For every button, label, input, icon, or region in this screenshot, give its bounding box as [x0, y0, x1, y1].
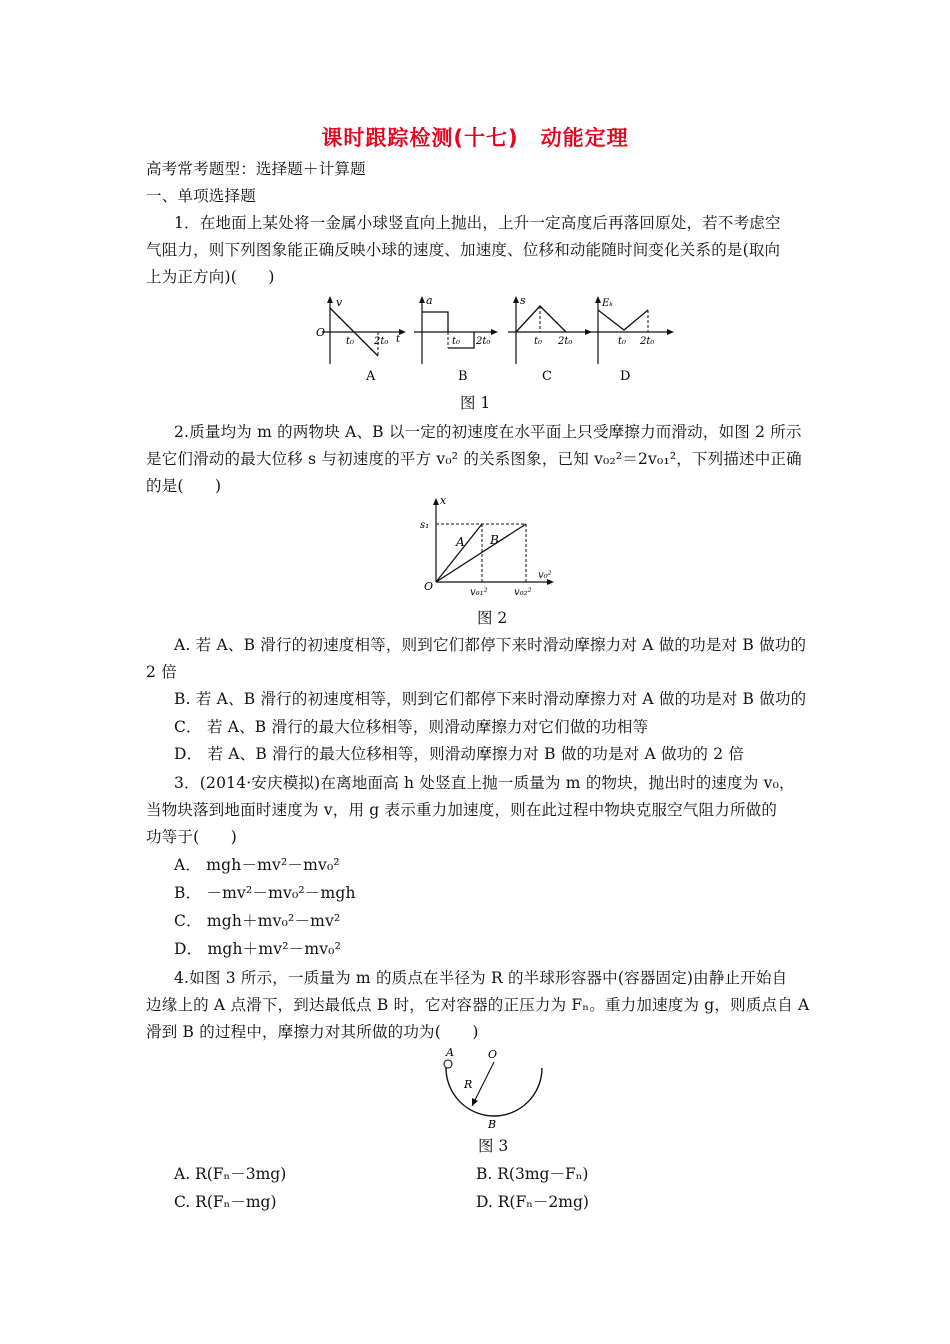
q3-option-b: B． －mv²－mv₀²－mgh: [174, 884, 356, 902]
panel-c-t0: t₀: [534, 336, 543, 347]
fig2-ylabel: x: [440, 494, 447, 507]
fig3-label-o: O: [488, 1048, 498, 1061]
panel-b-letter: B: [458, 369, 468, 384]
figure-2-graph: [416, 494, 566, 602]
q4-option-a: A. R(Fₙ－3mg): [174, 1165, 287, 1183]
fig2-v01: v₀₁²: [470, 587, 488, 598]
line-a: [436, 524, 482, 582]
q2-text-1: 2.质量均为 m 的两物块 A、B 以一定的初速度在水平面上只受摩擦力而滑动，如图 2 所示: [174, 423, 802, 441]
panel-d-letter: D: [620, 369, 631, 384]
figure-3-hemisphere: [436, 1046, 552, 1130]
fig2-origin: O: [424, 580, 434, 593]
fig2-xlabel: v₀²: [538, 570, 552, 581]
section-heading: 一、单项选择题: [146, 187, 256, 205]
fig2-v02: v₀₂²: [514, 587, 532, 598]
panel-b-t0: t₀: [452, 336, 461, 347]
q2-text-2: 是它们滑动的最大位移 s 与初速度的平方 v₀² 的关系图象，已知 v₀₂²＝2v₀₁²，下列描述中正确: [146, 450, 802, 468]
particle: [444, 1060, 452, 1068]
figure-2-caption: 图 2: [477, 609, 508, 627]
q2-text-3: 的是( ): [146, 477, 222, 495]
fig3-label-a: A: [446, 1046, 454, 1059]
q4-text-2: 边缘上的 A 点滑下，到达最低点 B 时，它对容器的正压力为 Fₙ。重力加速度为 g，则质点自 A: [146, 996, 810, 1014]
q1-text-3: 上为正方向)( ): [146, 268, 275, 286]
panel-a-letter: A: [366, 369, 376, 384]
panel-d-2t0: 2t₀: [640, 336, 655, 347]
panel-a-origin: O: [316, 326, 326, 339]
panel-a-velocity-graph: [316, 296, 406, 384]
q3-text-1: 3．(2014·安庆模拟)在离地面高 h 处竖直上抛一质量为 m 的物块，抛出时的速度为 v₀，: [174, 774, 795, 792]
panel-a-ylabel: v: [336, 296, 343, 309]
figure-1-caption: 图 1: [460, 394, 491, 412]
q1-text-1: 1．在地面上某处将一金属小球竖直向上抛出，上升一定高度后再落回原处，若不考虑空: [174, 214, 781, 232]
panel-b-ylabel: a: [426, 294, 433, 307]
figure-3-caption: 图 3: [478, 1137, 509, 1155]
panel-a-t: t: [396, 334, 401, 345]
q4-text-3: 滑到 B 的过程中，摩擦力对其所做的功为( ): [146, 1023, 479, 1041]
q1-text-2: 气阻力，则下列图象能正确反映小球的速度、加速度、位移和动能随时间变化关系的是(取向: [146, 241, 781, 259]
fig2-label-b: B: [490, 533, 499, 547]
q2-option-c: C． 若 A、B 滑行的最大位移相等，则滑动摩擦力对它们做的功相等: [174, 718, 649, 736]
q4-text-1: 4.如图 3 所示，一质量为 m 的质点在半径为 R 的半球形容器中(容器固定)由静止开始自: [174, 969, 788, 987]
panel-c-letter: C: [542, 369, 552, 384]
panel-a-2t0: 2t₀: [374, 336, 389, 347]
q4-option-c: C. R(Fₙ－mg): [174, 1193, 277, 1211]
panel-c-ylabel: s: [520, 294, 526, 307]
panel-d-kinetic-energy-graph: [590, 296, 674, 384]
q3-text-3: 功等于( ): [146, 828, 237, 846]
exam-type: 高考常考题型：选择题＋计算题: [146, 160, 366, 178]
panel-c-2t0: 2t₀: [558, 336, 573, 347]
figure-1-graphs: [300, 292, 680, 388]
q2-option-d: D． 若 A、B 滑行的最大位移相等，则滑动摩擦力对 B 做的功是对 A 做功的 2 倍: [174, 745, 745, 763]
panel-d-ylabel: Eₖ: [602, 298, 613, 309]
q3-option-c: C． mgh＋mv₀²－mv²: [174, 912, 341, 930]
panel-b-acceleration-graph: [414, 294, 498, 384]
q3-text-2: 当物块落到地面时速度为 v，用 g 表示重力加速度，则在此过程中物块克服空气阻力所做的: [146, 801, 778, 819]
q3-option-d: D． mgh＋mv²－mv₀²: [174, 940, 342, 958]
fig2-s1: s₁: [420, 520, 430, 531]
panel-a-t0: t₀: [346, 336, 355, 347]
q4-option-d: D. R(Fₙ－2mg): [476, 1193, 589, 1211]
panel-c-displacement-graph: [508, 294, 592, 384]
panel-d-t0: t₀: [618, 336, 627, 347]
q2-option-a: A. 若 A、B 滑行的初速度相等，则到它们都停下来时滑动摩擦力对 A 做的功是对 B 做功的: [174, 636, 807, 654]
q4-option-b: B. R(3mg－Fₙ): [476, 1165, 589, 1183]
page-title: 课时跟踪检测(十七) 动能定理: [321, 126, 629, 150]
fig3-label-r: R: [464, 1078, 473, 1091]
fig3-label-b: B: [488, 1118, 497, 1130]
fig2-label-a: A: [456, 535, 465, 549]
panel-b-2t0: 2t₀: [476, 336, 491, 347]
q3-option-a: A． mgh－mv²－mv₀²: [174, 856, 340, 874]
q2-option-b: B. 若 A、B 滑行的初速度相等，则到它们都停下来时滑动摩擦力对 A 做的功是对 B 做功的: [174, 690, 807, 708]
line-b: [436, 524, 526, 582]
q2-option-a-cont: 2 倍: [146, 663, 177, 681]
